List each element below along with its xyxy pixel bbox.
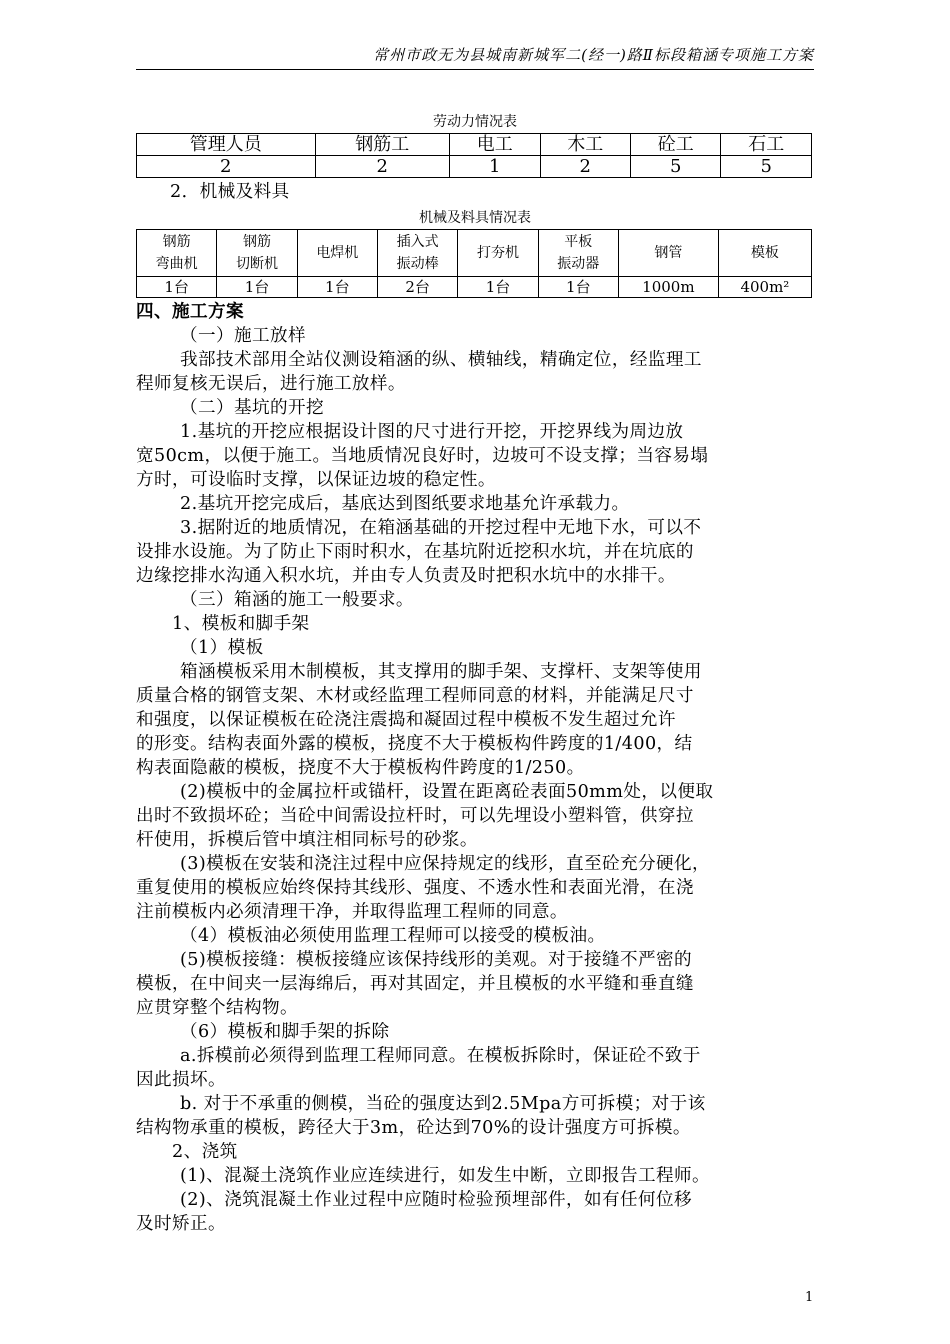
body-line: 重复使用的模板应始终保持其线形、强度、不透水性和表面光滑，在浇	[136, 878, 694, 898]
subsection-heading: （6）模板和脚手架的拆除	[180, 1022, 390, 1042]
body-line: b. 对于不承重的侧模，当砼的强度达到2.5Mpa方可拆模；对于该	[180, 1094, 706, 1114]
body-line: (1)、混凝土浇筑作业应连续进行，如发生中断，立即报告工程师。	[180, 1166, 710, 1186]
machine-header-cell: 钢管	[618, 230, 718, 277]
subsection-heading: （1）模板	[180, 638, 264, 658]
body-line: (3)模板在安装和浇注过程中应保持规定的线形，直至砼充分硬化，	[180, 854, 710, 874]
machine-header-cell: 钢筋 切断机	[217, 230, 297, 277]
machine-header-cell: 钢筋 弯曲机	[137, 230, 217, 277]
subsection-heading: 2、浇筑	[172, 1142, 238, 1162]
body-line: 的形变。结构表面外露的模板，挠度不大于模板构件跨度的1/400，结	[136, 734, 693, 754]
running-header: 常州市政无为县城南新城军二(经一)路Ⅱ标段箱涵专项施工方案	[136, 44, 814, 70]
body-line: 设排水设施。为了防止下雨时积水，在基坑附近挖积水坑，并在坑底的	[136, 542, 694, 562]
body-line: 构表面隐蔽的模板，挠度不大于模板构件跨度的1/250。	[136, 758, 585, 778]
body-line: (2)模板中的金属拉杆或锚杆，设置在距离砼表面50mm处，以便取	[180, 782, 714, 802]
labor-header-cell: 石工	[721, 134, 812, 156]
machine-value-cell: 2台	[377, 277, 457, 298]
body-line: 注前模板内必须清理干净，并取得监理工程师的同意。	[136, 902, 568, 922]
machine-value-cell: 1台	[137, 277, 217, 298]
machine-header-cell: 电焊机	[297, 230, 377, 277]
labor-header-cell: 钢筋工	[315, 134, 450, 156]
labor-value-cell: 1	[450, 156, 540, 178]
subsection-heading: （一）施工放样	[180, 326, 306, 346]
body-line: 和强度，以保证模板在砼浇注震捣和凝固过程中模板不发生超过允许	[136, 710, 676, 730]
body-line: 出时不致损坏砼；当砼中间需设拉杆时，可以先埋设小塑料管，供穿拉	[136, 806, 694, 826]
subsection-heading: （三）箱涵的施工一般要求。	[180, 590, 414, 610]
body-line: 3.据附近的地质情况，在箱涵基础的开挖过程中无地下水，可以不	[180, 518, 702, 538]
machine-value-cell: 1台	[458, 277, 538, 298]
body-line: 质量合格的钢管支架、木材或经监理工程师同意的材料，并能满足尺寸	[136, 686, 694, 706]
machine-value-cell: 400m²	[718, 277, 811, 298]
body-line: 边缘挖排水沟通入积水坑，并由专人负责及时把积水坑中的水排干。	[136, 566, 676, 586]
body-line: 及时矫正。	[136, 1214, 226, 1234]
body-line: 模板，在中间夹一层海绵后，再对其固定，并且模板的水平缝和垂直缝	[136, 974, 694, 994]
labor-value-cell: 5	[631, 156, 721, 178]
labor-value-cell: 5	[721, 156, 812, 178]
body-line: 宽50cm，以便于施工。当地质情况良好时，边坡可不设支撑；当容易塌	[136, 446, 709, 466]
table-row	[137, 230, 812, 277]
machine-value-cell: 1台	[217, 277, 297, 298]
table-row	[137, 277, 812, 298]
machine-header-cell: 打夯机	[458, 230, 538, 277]
machine-header-cell: 插入式 振动棒	[377, 230, 457, 277]
subsection-heading: 1、模板和脚手架	[172, 614, 310, 634]
section-heading-machinery: 2．机械及料具	[170, 182, 290, 202]
body-line: 程师复核无误后，进行施工放样。	[136, 374, 406, 394]
body-line: 1.基坑的开挖应根据设计图的尺寸进行开挖，开挖界线为周边放	[180, 422, 684, 442]
subsection-heading: （二）基坑的开挖	[180, 398, 324, 418]
body-line: 2.基坑开挖完成后，基底达到图纸要求地基允许承载力。	[180, 494, 630, 514]
body-line: 我部技术部用全站仪测设箱涵的纵、横轴线，精确定位，经监理工	[180, 350, 702, 370]
body-line: 杆使用，拆模后管中填注相同标号的砂浆。	[136, 830, 478, 850]
page-number: 1	[805, 1290, 814, 1305]
table-row	[137, 156, 812, 178]
body-line: (2)、浇筑混凝土作业过程中应随时检验预埋部件，如有任何位移	[180, 1190, 692, 1210]
labor-table-caption: 劳动力情况表	[433, 114, 517, 130]
machine-table	[136, 229, 812, 298]
body-line: 箱涵模板采用木制模板，其支撑用的脚手架、支撑杆、支架等使用	[180, 662, 702, 682]
machine-value-cell: 1台	[297, 277, 377, 298]
body-line: 因此损坏。	[136, 1070, 226, 1090]
table-row	[137, 134, 812, 156]
labor-header-cell: 砼工	[631, 134, 721, 156]
labor-table	[136, 133, 812, 178]
labor-header-cell: 木工	[540, 134, 630, 156]
labor-value-cell: 2	[137, 156, 316, 178]
body-line: a.拆模前必须得到监理工程师同意。在模板拆除时，保证砼不致于	[180, 1046, 701, 1066]
labor-value-cell: 2	[540, 156, 630, 178]
machine-header-cell: 平板 振动器	[538, 230, 618, 277]
body-line: （4）模板油必须使用监理工程师可以接受的模板油。	[180, 926, 606, 946]
machine-header-cell: 模板	[718, 230, 811, 277]
body-line: 应贯穿整个结构物。	[136, 998, 298, 1018]
machine-value-cell: 1台	[538, 277, 618, 298]
body-line: 结构物承重的模板，跨径大于3m，砼达到70%的设计强度方可拆模。	[136, 1118, 691, 1138]
machine-table-caption: 机械及料具情况表	[419, 210, 531, 226]
machine-value-cell: 1000m	[618, 277, 718, 298]
section-heading: 四、施工方案	[136, 301, 244, 322]
body-line: (5)模板接缝：模板接缝应该保持线形的美观。对于接缝不严密的	[180, 950, 692, 970]
labor-header-cell: 电工	[450, 134, 540, 156]
labor-value-cell: 2	[315, 156, 450, 178]
body-line: 方时，可设临时支撑，以保证边坡的稳定性。	[136, 470, 496, 490]
labor-header-cell: 管理人员	[137, 134, 316, 156]
